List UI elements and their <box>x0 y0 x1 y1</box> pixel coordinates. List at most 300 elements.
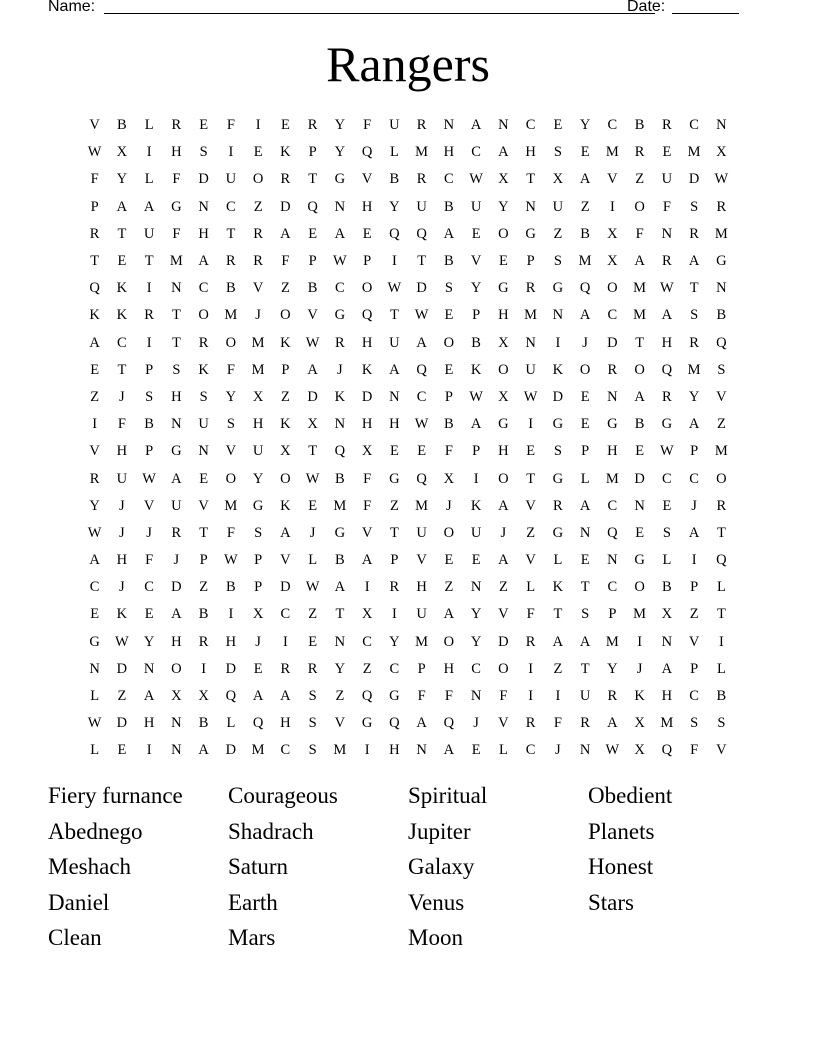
grid-letter: C <box>689 117 699 134</box>
grid-letter: X <box>607 253 618 270</box>
grid-letter: Y <box>688 388 700 405</box>
grid-letter: A <box>89 334 100 351</box>
grid-letter: C <box>662 470 672 487</box>
grid-letter: F <box>635 225 644 242</box>
grid-letter: X <box>498 334 509 351</box>
grid-letter: D <box>552 388 564 405</box>
grid-letter: R <box>253 225 263 242</box>
grid-letter: W <box>660 280 674 297</box>
grid-letter: I <box>146 144 152 161</box>
grid-letter: D <box>171 579 182 596</box>
grid-letter: K <box>198 361 209 378</box>
grid-letter: E <box>117 253 127 270</box>
grid-row <box>81 601 735 628</box>
grid-letter: O <box>498 660 509 677</box>
grid-letter: F <box>444 443 453 460</box>
grid-letter: C <box>280 606 291 623</box>
grid-letter: P <box>608 606 617 623</box>
grid-letter: G <box>334 307 346 324</box>
grid-letter: G <box>661 416 673 433</box>
grid-letter: X <box>498 388 509 405</box>
grid-letter: U <box>389 117 400 134</box>
grid-letter: H <box>443 660 455 677</box>
grid-letter: A <box>280 688 291 705</box>
grid-letter: G <box>498 416 509 433</box>
grid-letter: U <box>470 524 482 541</box>
grid-letter: M <box>415 497 429 514</box>
grid-letter: B <box>307 280 318 297</box>
grid-letter: P <box>145 443 154 460</box>
grid-letter: W <box>414 307 429 324</box>
grid-letter: T <box>117 361 127 378</box>
grid-letter: B <box>444 198 454 215</box>
grid-letter: M <box>714 443 728 460</box>
grid-letter: D <box>280 198 291 215</box>
grid-letter: B <box>117 117 127 134</box>
grid-letter: N <box>143 660 155 677</box>
grid-row <box>81 384 735 411</box>
grid-letter: N <box>498 117 509 134</box>
grid-letter: K <box>361 361 373 378</box>
grid-letter: N <box>443 117 455 134</box>
grid-letter: T <box>526 470 536 487</box>
grid-letter: V <box>498 715 509 732</box>
grid-letter: G <box>498 280 509 297</box>
grid-letter: B <box>335 552 345 569</box>
grid-letter: R <box>634 144 645 161</box>
grid-letter: R <box>89 470 100 487</box>
grid-letter: G <box>252 497 264 514</box>
word-list-item: Honest <box>588 854 654 879</box>
grid-letter: V <box>225 443 237 460</box>
grid-letter: V <box>334 715 346 732</box>
grid-letter: H <box>525 144 536 161</box>
grid-letter: R <box>198 334 209 351</box>
grid-letter: A <box>661 307 673 324</box>
grid-letter: F <box>417 688 426 705</box>
grid-letter: I <box>364 579 370 596</box>
grid-letter: E <box>417 443 427 460</box>
grid-letter: L <box>716 579 726 596</box>
grid-letter: F <box>172 225 181 242</box>
grid-letter: M <box>633 606 647 623</box>
grid-letter: N <box>198 443 209 460</box>
grid-letter: H <box>361 198 373 215</box>
grid-letter: C <box>389 660 400 677</box>
grid-letter: L <box>498 742 508 759</box>
grid-letter: A <box>416 334 427 351</box>
grid-letter: P <box>472 307 481 324</box>
grid-letter: N <box>716 280 727 297</box>
grid-letter: G <box>525 225 536 242</box>
grid-letter: Q <box>416 361 427 378</box>
grid-letter: E <box>580 388 590 405</box>
grid-letter: G <box>607 416 618 433</box>
grid-letter: Q <box>416 225 427 242</box>
grid-letter: J <box>636 660 643 677</box>
grid-letter: A <box>607 715 618 732</box>
grid-letter: T <box>90 253 100 270</box>
grid-letter: C <box>117 334 127 351</box>
worksheet-header <box>48 0 748 20</box>
grid-letter: V <box>89 117 100 134</box>
grid-letter: V <box>416 552 427 569</box>
grid-letter: S <box>662 524 671 541</box>
grid-letter: I <box>146 280 152 297</box>
grid-letter: K <box>280 144 291 161</box>
grid-letter: Z <box>389 497 399 514</box>
word-list-item: Daniel <box>48 889 110 915</box>
grid-letter: A <box>171 470 182 487</box>
grid-letter: T <box>553 606 563 623</box>
grid-letter: N <box>579 742 591 759</box>
grid-letter: F <box>226 361 235 378</box>
grid-letter: Z <box>553 225 563 242</box>
grid-row <box>81 357 735 384</box>
grid-letter: W <box>523 388 538 405</box>
grid-letter: T <box>580 579 590 596</box>
grid-letter: R <box>662 388 672 405</box>
grid-letter: H <box>116 443 128 460</box>
grid-letter: L <box>90 688 100 705</box>
grid-letter: I <box>391 253 397 270</box>
grid-letter: P <box>690 579 699 596</box>
grid-letter: U <box>552 198 564 215</box>
grid-letter: E <box>662 144 672 161</box>
date-label: Date: <box>627 0 666 15</box>
grid-letter: F <box>690 742 699 759</box>
grid-letter: D <box>225 742 237 759</box>
grid-letter: F <box>172 171 181 188</box>
grid-letter: S <box>690 715 699 732</box>
grid-letter: T <box>635 334 645 351</box>
grid-letter: W <box>333 253 347 270</box>
grid-letter: Q <box>389 225 400 242</box>
grid-letter: E <box>498 253 508 270</box>
grid-letter: O <box>225 470 237 487</box>
grid-letter: Z <box>308 606 318 623</box>
grid-letter: I <box>528 416 534 433</box>
grid-letter: M <box>169 253 183 270</box>
grid-letter: Y <box>607 660 618 677</box>
grid-letter: X <box>307 416 318 433</box>
grid-letter: L <box>226 715 236 732</box>
grid-letter: E <box>444 361 454 378</box>
grid-letter: M <box>578 253 592 270</box>
grid-letter: N <box>661 225 673 242</box>
grid-letter: I <box>609 198 615 215</box>
grid-letter: H <box>416 579 427 596</box>
grid-letter: D <box>688 171 700 188</box>
grid-letter: F <box>226 524 235 541</box>
grid-letter: P <box>281 361 290 378</box>
grid-letter: E <box>580 552 590 569</box>
grid-letter: R <box>689 334 699 351</box>
grid-letter: X <box>498 171 509 188</box>
grid-letter: M <box>333 497 347 514</box>
grid-letter: C <box>607 497 618 514</box>
grid-letter: Q <box>661 361 673 378</box>
grid-letter: V <box>307 307 318 324</box>
grid-letter: E <box>471 552 481 569</box>
grid-letter: W <box>115 633 129 650</box>
grid-letter: P <box>145 361 154 378</box>
grid-letter: M <box>224 497 238 514</box>
grid-letter: M <box>660 715 674 732</box>
grid-letter: W <box>305 579 320 596</box>
grid-letter: H <box>280 715 291 732</box>
grid-letter: W <box>87 524 102 541</box>
grid-letter: A <box>443 742 455 759</box>
grid-letter: L <box>90 742 100 759</box>
grid-letter: V <box>525 497 536 514</box>
grid-row <box>81 302 735 329</box>
grid-letter: C <box>525 117 536 134</box>
grid-letter: R <box>198 633 209 650</box>
grid-letter: G <box>89 633 100 650</box>
grid-letter: G <box>552 416 564 433</box>
grid-letter: E <box>90 361 100 378</box>
grid-letter: Z <box>335 688 345 705</box>
grid-letter: N <box>198 198 209 215</box>
grid-letter: I <box>555 334 561 351</box>
grid-letter: V <box>470 253 482 270</box>
grid-letter: A <box>688 253 700 270</box>
word-list-item: Saturn <box>228 854 289 879</box>
grid-letter: Z <box>199 579 209 596</box>
grid-letter: O <box>280 470 291 487</box>
grid-letter: G <box>552 280 564 297</box>
grid-letter: D <box>361 388 373 405</box>
grid-letter: X <box>607 225 618 242</box>
grid-letter: S <box>581 606 590 623</box>
grid-letter: M <box>605 144 619 161</box>
grid-letter: T <box>580 660 590 677</box>
grid-letter: T <box>308 171 318 188</box>
grid-letter: X <box>361 606 373 623</box>
grid-letter: I <box>391 606 397 623</box>
grid-letter: G <box>552 470 564 487</box>
grid-letter: K <box>280 334 291 351</box>
grid-letter: X <box>552 171 564 188</box>
grid-letter: T <box>171 334 181 351</box>
grid-letter: J <box>555 742 561 759</box>
grid-letter: A <box>688 524 700 541</box>
grid-letter: T <box>389 307 399 324</box>
grid-letter: Z <box>689 606 699 623</box>
grid-letter: K <box>334 388 346 405</box>
grid-letter: W <box>387 280 402 297</box>
grid-letter: R <box>171 524 182 541</box>
grid-letter: V <box>252 280 264 297</box>
grid-letter: F <box>226 117 235 134</box>
grid-letter: Y <box>143 633 155 650</box>
grid-letter: I <box>201 660 207 677</box>
grid-letter: M <box>224 307 238 324</box>
grid-letter: W <box>469 388 483 405</box>
grid-letter: P <box>690 660 699 677</box>
grid-letter: S <box>553 253 562 270</box>
grid-letter: Z <box>117 688 127 705</box>
grid-letter: E <box>580 416 590 433</box>
grid-letter: K <box>470 497 482 514</box>
grid-letter: C <box>335 280 345 297</box>
grid-letter: H <box>498 443 509 460</box>
grid-letter: H <box>225 633 237 650</box>
grid-letter: F <box>553 715 562 732</box>
grid-letter: O <box>225 334 237 351</box>
grid-letter: W <box>142 470 156 487</box>
grid-letter: V <box>280 552 291 569</box>
grid-letter: Q <box>579 280 591 297</box>
grid-letter: E <box>662 497 672 514</box>
grid-letter: B <box>662 579 672 596</box>
grid-letter: J <box>119 579 125 596</box>
grid-row <box>81 221 735 248</box>
grid-letter: Z <box>90 388 100 405</box>
grid-letter: F <box>90 171 99 188</box>
grid-letter: Z <box>580 198 590 215</box>
grid-letter: Y <box>225 388 237 405</box>
grid-letter: D <box>416 280 427 297</box>
grid-letter: N <box>525 334 536 351</box>
grid-letter: M <box>714 225 728 242</box>
grid-letter: P <box>199 552 208 569</box>
grid-letter: U <box>661 171 673 188</box>
grid-letter: R <box>525 280 536 297</box>
grid-letter: M <box>687 361 701 378</box>
grid-letter: F <box>145 552 154 569</box>
grid-letter: V <box>361 524 373 541</box>
grid-letter: S <box>254 524 263 541</box>
grid-letter: B <box>634 117 645 134</box>
grid-letter: C <box>471 144 481 161</box>
grid-letter: Y <box>116 171 128 188</box>
grid-letter: A <box>443 225 455 242</box>
grid-row <box>81 629 735 656</box>
word-list <box>48 780 768 958</box>
grid-letter: Z <box>716 416 726 433</box>
grid-letter: J <box>255 633 261 650</box>
grid-letter: C <box>689 688 699 705</box>
grid-letter: L <box>144 171 154 188</box>
grid-letter: A <box>579 307 591 324</box>
grid-letter: G <box>334 171 346 188</box>
grid-letter: J <box>119 497 125 514</box>
word-list-item: Abednego <box>48 818 143 844</box>
grid-letter: C <box>280 742 291 759</box>
grid-letter: D <box>116 660 128 677</box>
grid-letter: J <box>309 524 316 541</box>
grid-letter: U <box>198 416 209 433</box>
grid-letter: P <box>363 253 372 270</box>
grid-letter: C <box>416 388 427 405</box>
grid-letter: U <box>252 443 264 460</box>
grid-letter: W <box>305 334 320 351</box>
grid-row <box>81 166 735 193</box>
grid-letter: N <box>552 307 564 324</box>
grid-letter: C <box>362 633 372 650</box>
grid-letter: S <box>145 388 154 405</box>
grid-letter: W <box>224 552 238 569</box>
grid-letter: U <box>416 524 427 541</box>
grid-row <box>81 275 735 302</box>
grid-letter: A <box>498 497 509 514</box>
grid-letter: J <box>582 334 588 351</box>
grid-letter: X <box>661 606 673 623</box>
grid-letter: Z <box>444 579 454 596</box>
grid-letter: K <box>116 307 128 324</box>
grid-letter: B <box>634 416 645 433</box>
grid-letter: T <box>117 225 127 242</box>
grid-letter: H <box>171 144 182 161</box>
grid-letter: Z <box>553 660 563 677</box>
grid-letter: P <box>308 144 317 161</box>
grid-letter: Y <box>334 144 346 161</box>
grid-letter: M <box>415 633 429 650</box>
grid-letter: T <box>335 606 345 623</box>
grid-letter: D <box>280 579 291 596</box>
grid-letter: N <box>89 660 100 677</box>
grid-letter: J <box>255 307 261 324</box>
grid-letter: H <box>389 416 400 433</box>
grid-letter: K <box>552 579 564 596</box>
grid-letter: P <box>308 253 317 270</box>
grid-letter: R <box>253 253 263 270</box>
grid-letter: O <box>443 524 455 541</box>
grid-letter: Q <box>716 552 727 569</box>
grid-letter: X <box>634 715 645 732</box>
grid-letter: A <box>361 552 373 569</box>
grid-letter: A <box>334 225 346 242</box>
grid-row <box>81 330 735 357</box>
grid-letter: S <box>308 742 317 759</box>
grid-letter: V <box>716 742 727 759</box>
grid-letter: M <box>687 144 701 161</box>
grid-letter: E <box>362 225 372 242</box>
grid-letter: I <box>146 334 152 351</box>
grid-letter: E <box>199 117 209 134</box>
grid-letter: H <box>661 688 673 705</box>
grid-letter: E <box>471 742 481 759</box>
grid-letter: M <box>605 633 619 650</box>
grid-letter: N <box>334 416 346 433</box>
grid-letter: L <box>526 579 536 596</box>
grid-letter: H <box>443 144 455 161</box>
grid-row <box>81 438 735 465</box>
grid-letter: U <box>416 606 427 623</box>
grid-letter: Y <box>579 117 591 134</box>
grid-letter: V <box>89 443 100 460</box>
grid-letter: E <box>90 606 100 623</box>
grid-letter: X <box>171 688 182 705</box>
grid-letter: A <box>280 524 291 541</box>
grid-row <box>81 411 735 438</box>
grid-letter: T <box>171 307 181 324</box>
grid-letter: J <box>119 388 125 405</box>
grid-letter: U <box>389 334 400 351</box>
grid-letter: J <box>119 524 125 541</box>
grid-letter: L <box>144 117 154 134</box>
grid-letter: V <box>143 497 155 514</box>
grid-row <box>81 465 735 492</box>
grid-letter: H <box>198 225 209 242</box>
grid-letter: O <box>607 280 618 297</box>
grid-letter: T <box>308 443 318 460</box>
grid-letter: N <box>607 388 618 405</box>
grid-letter: A <box>688 416 700 433</box>
word-list-item: Obedient <box>588 783 673 808</box>
